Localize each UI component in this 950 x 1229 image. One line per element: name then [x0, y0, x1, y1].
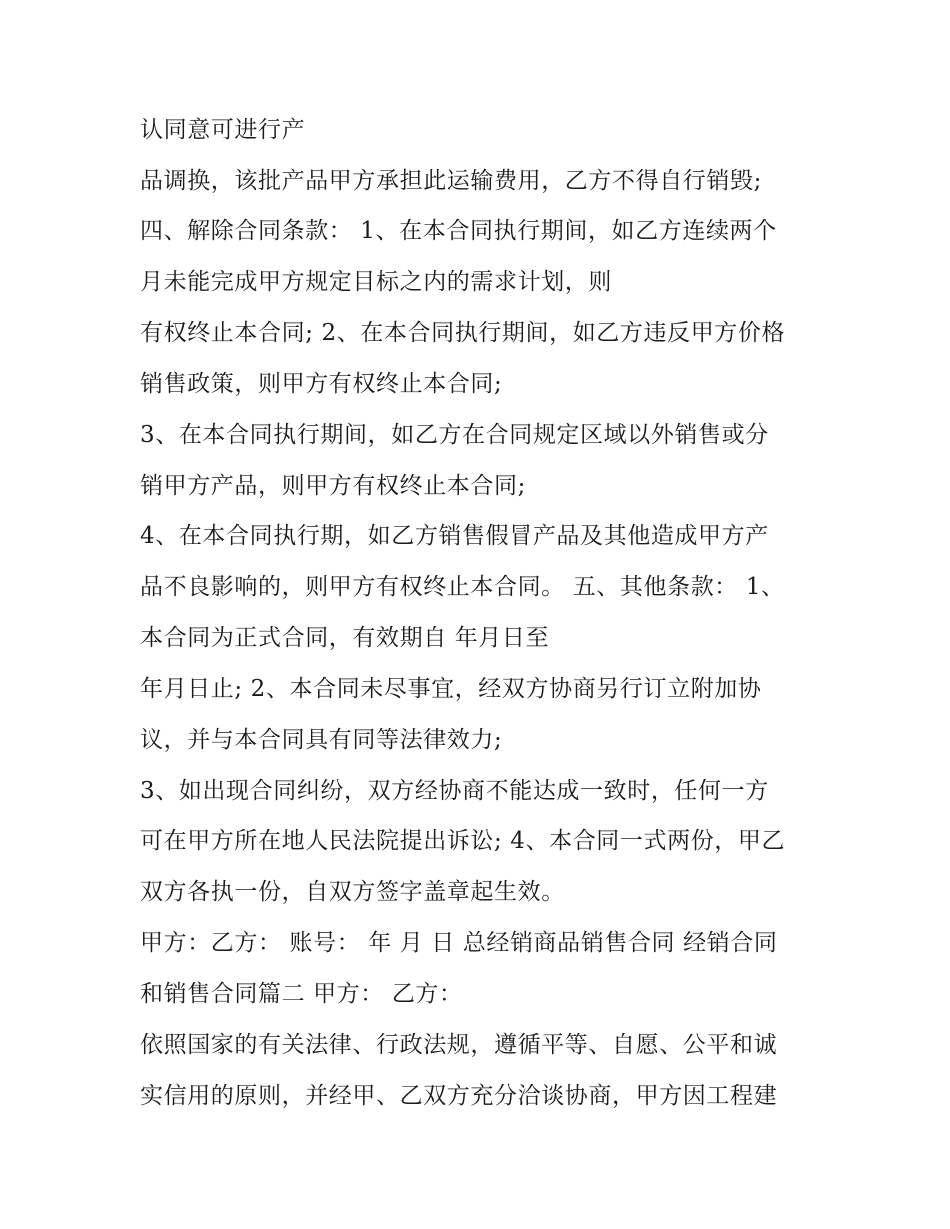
text-line: 依照国家的有关法律、行政法规，遵循平等、自愿、公平和诚 [140, 1032, 778, 1058]
text-line: 销售政策，则甲方有权终止本合同; [140, 371, 503, 397]
text-line: 双方各执一份，自双方签字盖章起生效。 [140, 879, 565, 905]
text-line: 实信用的原则，并经甲、乙双方充分洽谈协商，甲方因工程建 [140, 1083, 778, 1109]
text-line: 本合同为正式合同，有效期自 年月日至 [140, 625, 550, 651]
text-line: 可在甲方所在地人民法院提出诉讼; 4、本合同一式两份，甲乙 [140, 828, 786, 854]
text-line: 3、如出现合同纠纷，双方经协商不能达成一致时，任何一方 [140, 778, 769, 804]
text-line: 品调换，该批产品甲方承担此运输费用，乙方不得自行销毁; [140, 168, 762, 194]
text-line: 有权终止本合同; 2、在本合同执行期间，如乙方违反甲方价格 [140, 320, 786, 346]
text-line: 4、在本合同执行期，如乙方销售假冒产品及其他造成甲方产 [140, 523, 769, 549]
text-line: 和销售合同篇二 甲方： 乙方： [140, 981, 463, 1007]
text-line: 品不良影响的，则甲方有权终止本合同。 五、其他条款： 1、 [140, 574, 785, 600]
text-line: 议，并与本合同具有同等法律效力; [140, 727, 503, 753]
text-line: 认同意可进行产 [140, 117, 306, 143]
text-line: 甲方：乙方： 账号： 年 月 日 总经销商品销售合同 经销合同 [140, 930, 778, 956]
text-line: 销甲方产品，则甲方有权终止本合同; [140, 473, 526, 499]
text-line: 3、在本合同执行期间，如乙方在合同规定区域以外销售或分 [140, 422, 769, 448]
text-line: 四、解除合同条款： 1、在本合同执行期间，如乙方连续两个 [140, 218, 777, 244]
text-line: 年月日止; 2、本合同未尽事宜，经双方协商另行订立附加协 [140, 676, 762, 702]
text-line: 月未能完成甲方规定目标之内的需求计划，则 [140, 269, 612, 295]
